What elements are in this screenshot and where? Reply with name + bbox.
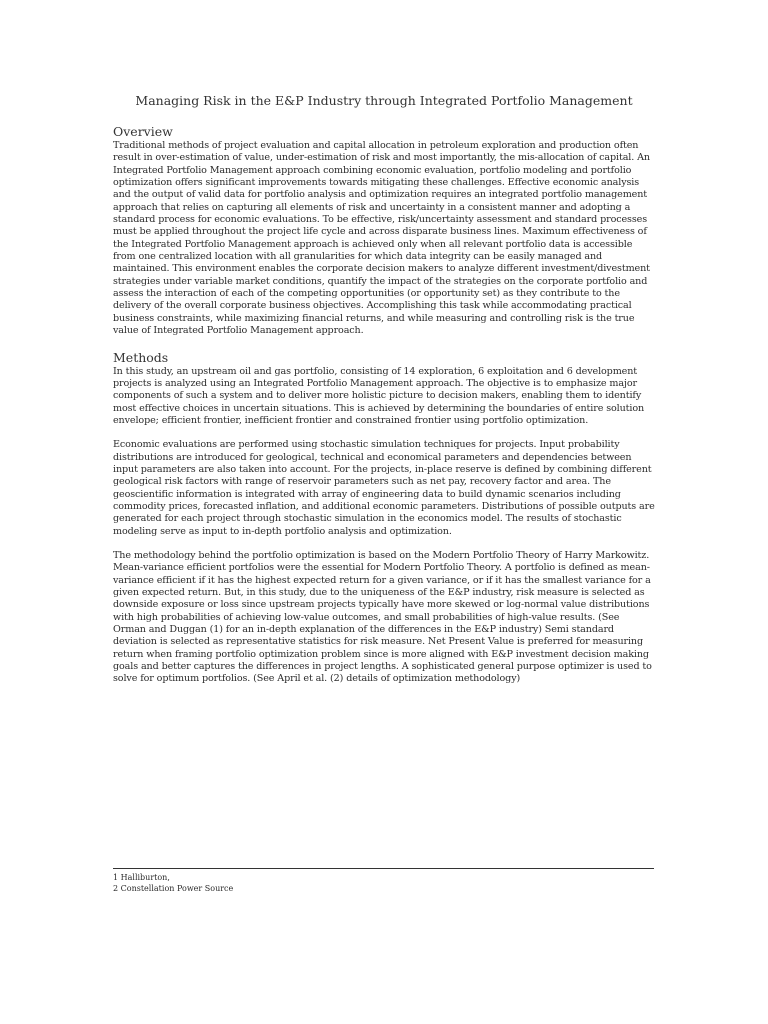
document-title: Managing Risk in the E&P Industry through Integrated Portfolio Management xyxy=(135,93,633,108)
methods-paragraph-1: In this study, an upstream oil and gas portfolio, consisting of 14 exploration, 6 exploitation and 6 development projects is analyzed using an Integrated Portfolio Management approach. The objective is to emphasize major components of such a system and to deliver more holistic picture to decision makers, enabling them to identify most effective choices in uncertain situations. This is achieved by determining the boundaries of entire solution envelope; efficient frontier, inefficient frontier and constrained frontier using portfolio optimization. xyxy=(113,365,645,426)
methods-section xyxy=(113,350,655,686)
footnote-2: 2 Constellation Power Source xyxy=(113,884,234,893)
methods-heading: Methods xyxy=(113,349,169,365)
methods-paragraph-3: The methodology behind the portfolio optimization is based on the Modern Portfolio Theory of Harry Markowitz. Mean-variance efficient portfolios were the essential for Modern Portfolio Theory. A portfolio is defined as mean-variance efficient if it has the highest expected return for a given variance, or if it has the smallest variance for a given expected return. But, in this study, due to the uniqueness of the E&P industry, risk measure is selected as downside exposure or loss since upstream projects typically have more skewed or log-normal value distributions with high probabilities of achieving low-value outcomes, and small probabilities of high-value results. (See Orman and Duggan (1) for an in-depth explanation of the differences in the E&P industry) Semi standard deviation is selected as representative statistics for risk measure. Net Present Value is preferred for measuring return when framing portfolio optimization problem since is more aligned with E&P investment decision making goals and better captures the differences in project lengths. A sophisticated general purpose optimizer is used to solve for optimum portfolios. (See April et al. (2) details of optimization methodology) xyxy=(113,549,652,685)
footnote-divider xyxy=(113,868,654,869)
overview-paragraph: Traditional methods of project evaluation and capital allocation in petroleum exploration and production often result in over-estimation of value, under-estimation of risk and most importantly, the mis-allocation of capital. An Integrated Portfolio Management approach combining economic evaluation, portfolio modeling and portfolio optimization offers significant improvements towards mitigating these challenges. Effective economic analysis and the output of valid data for portfolio analysis and optimization requires an integrated portfolio management approach that relies on capturing all elements of risk and uncertainty in a consistent manner and adopting a standard process for economic evaluations. To be effective, risk/uncertainty assessment and standard processes must be applied throughout the project life cycle and across disparate business lines. Maximum effectiveness of the Integrated Portfolio Management approach is achieved only when all relevant portfolio data is accessible from one centralized location with all granularities for which data integrity can be easily managed and maintained. This environment enables the corporate decision makers to analyze different investment/divestment strategies under variable market conditions, quantify the impact of the strategies on the corporate portfolio and assess the interaction of each of the competing opportunities (or opportunity set) as they contribute to the delivery of the overall corporate business objectives. Accomplishing this task while accommodating practical business constraints, while maximizing financial returns, and while measuring and controlling risk is the true value of Integrated Portfolio Management approach. xyxy=(113,140,650,337)
methods-paragraph-2: Economic evaluations are performed using stochastic simulation techniques for projects. Input probability distributions are introduced for geological, technical and economical parameters and dependencies between input parameters are also taken into account. For the projects, in-place reserve is defined by combining different geological risk factors with range of reservoir parameters such as net pay, recovery factor and area. The geoscientific information is integrated with array of engineering data to build dynamic scenarios including commodity prices, forecasted inflation, and additional economic parameters. Distributions of possible outputs are generated for each project through stochastic simulation in the economics model. The results of stochastic modeling serve as input to in-depth portfolio analysis and optimization. xyxy=(113,439,655,537)
document-page xyxy=(113,92,655,686)
overview-heading: Overview xyxy=(113,124,173,139)
overview-section xyxy=(113,124,655,338)
footnote-1: 1 Halliburton, xyxy=(113,873,170,882)
footnotes xyxy=(113,872,233,894)
